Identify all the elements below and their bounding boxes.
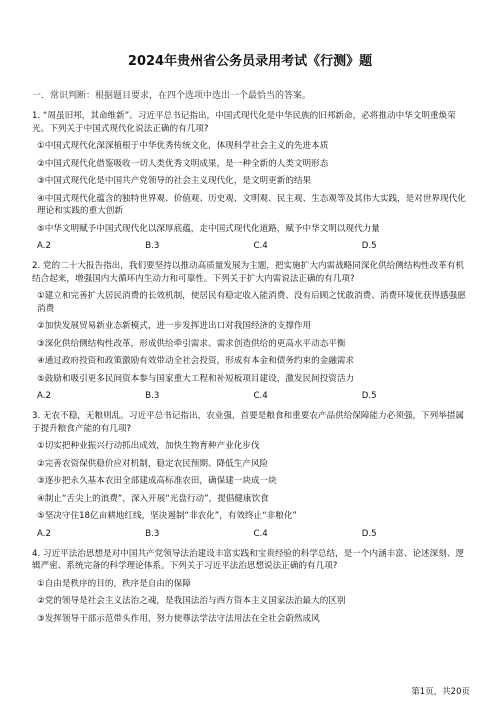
question-option: ③逐步把永久基本农田全部建成高标准农田，确保建一块成一块 — [37, 476, 277, 486]
document-content — [32, 90, 470, 630]
question-stem: 4. 习近平法治思想是对中国共产党领导法治建设丰富实践和宝贵经验的科学总结，是一个内涵丰富、论述深刻、逻辑严密、系统完备的科学理论体系。下列关于习近平法治思想说法正确的有几项? — [32, 548, 465, 571]
answer-choices — [37, 528, 470, 540]
question-option: ②完善农资保供稳价应对机制，稳定农民预期、降低生产风险 — [37, 458, 269, 469]
question-option: ④通过政府投资和政策激励有效带动全社会投资，形成有本金和债务约束的金融需求 — [37, 356, 355, 366]
question-option: ①自由是秩序的目的，秩序是自由的保障 — [37, 578, 191, 589]
question-option: ③中国式现代化是中国共产党领导的社会主义现代化，是文明更新的结果 — [37, 176, 312, 186]
question-option: ①中国式现代化深深植根于中华优秀传统文化，体现科学社会主义的先进本质 — [37, 141, 329, 151]
question-2 — [32, 260, 470, 402]
question-option: ④制止“舌尖上的浪费”，深入开展“光盘行动”，提倡健康饮食 — [37, 493, 269, 504]
answer-choice-b: B.3 — [145, 391, 160, 401]
question-option: ④中国式现代化蕴含的独特世界观、价值观、历史观、文明观、民主观、生态观等及其伟大实践，是对世界现代化理论和实践的重大创新 — [37, 193, 466, 216]
answer-choice-d: D.5 — [361, 241, 377, 251]
answer-choice-a: A.2 — [37, 391, 51, 401]
question-stem: 1. “周虽旧邦，其命维新”。习近平总书记指出，中国式现代化是中华民族的旧邦新命，必将推动中华文明重焕荣光。下列关于中国式现代化说法正确的有几项? — [32, 111, 456, 134]
question-option: ②加快发展贸易新业态新模式，进一步发挥进出口对我国经济的支撑作用 — [37, 321, 312, 331]
answer-choice-b: B.3 — [145, 528, 160, 539]
answer-choice-d: D.5 — [361, 391, 377, 401]
question-option: ⑤鼓励和吸引更多民间资本参与国家重大工程和补短板项目建设，激发民间投资活力 — [37, 373, 355, 384]
answer-choice-c: C.4 — [253, 391, 268, 401]
answer-choices — [37, 390, 470, 402]
question-3 — [32, 410, 470, 540]
question-option: ①切实把种业振兴行动抓出成效，加快生物育种产业化步伐 — [37, 441, 260, 451]
question-option: ②党的领导是社会主义法治之魂，是我国法治与西方资本主义国家法治最大的区别 — [37, 596, 346, 606]
answer-choice-a: A.2 — [37, 528, 51, 539]
answer-choice-b: B.3 — [145, 241, 160, 251]
question-option: ③深化供给侧结构性改革，形成供给牵引需求、需求创造供给的更高水平动态平衡 — [37, 338, 346, 349]
question-option: ③发挥领导干部示范带头作用，努力使尊法学法守法用法在全社会蔚然成风 — [37, 613, 320, 624]
page-number: 第1页，共20页 — [411, 687, 470, 697]
question-option: ⑤坚决守住18亿亩耕地红线，坚决遏制“非农化”，有效终止“非粮化” — [37, 511, 297, 521]
question-option: ②中国式现代化借鉴吸收一切人类优秀文明成果，是一种全新的人类文明形态 — [37, 158, 329, 169]
question-stem: 2. 党的二十大报告指出，我们要坚持以推动高质量发展为主题，把实施扩大内需战略同深化供给侧结构性改革有机结合起来，增强国内大循环内生动力和可靠性。下列关于扩大内需说法正确的有几项? — [32, 261, 465, 284]
answer-choice-c: C.4 — [253, 528, 268, 539]
question-4 — [32, 548, 470, 626]
document-title: 2024年贵州省公务员录用考试《行测》题 — [127, 54, 373, 69]
question-1 — [32, 110, 470, 252]
question-stem: 3. 无农不稳，无粮则乱。习近平总书记指出，农业强，首要是粮食和重要农产品供给保障能力必须强，下列举措属于提升粮食产能的有几项? — [32, 411, 465, 434]
answer-choice-d: D.5 — [361, 528, 377, 539]
section-header: 一．常识判断：根据题目要求，在四个选项中选出一个最恰当的答案。 — [32, 91, 312, 101]
answer-choice-a: A.2 — [37, 241, 51, 251]
question-option: ①建立和完善扩大居民消费的长效机制，使居民有稳定收入能消费、没有后顾之忧敢消费、消费环境优获得感强愿消费 — [37, 291, 466, 314]
answer-choice-c: C.4 — [253, 241, 268, 251]
answer-choices — [37, 240, 470, 252]
question-option: ⑤中华文明赋予中国式现代化以深厚底蕴，走中国式现代化道路，赋予中华文明以现代力量 — [37, 223, 380, 234]
